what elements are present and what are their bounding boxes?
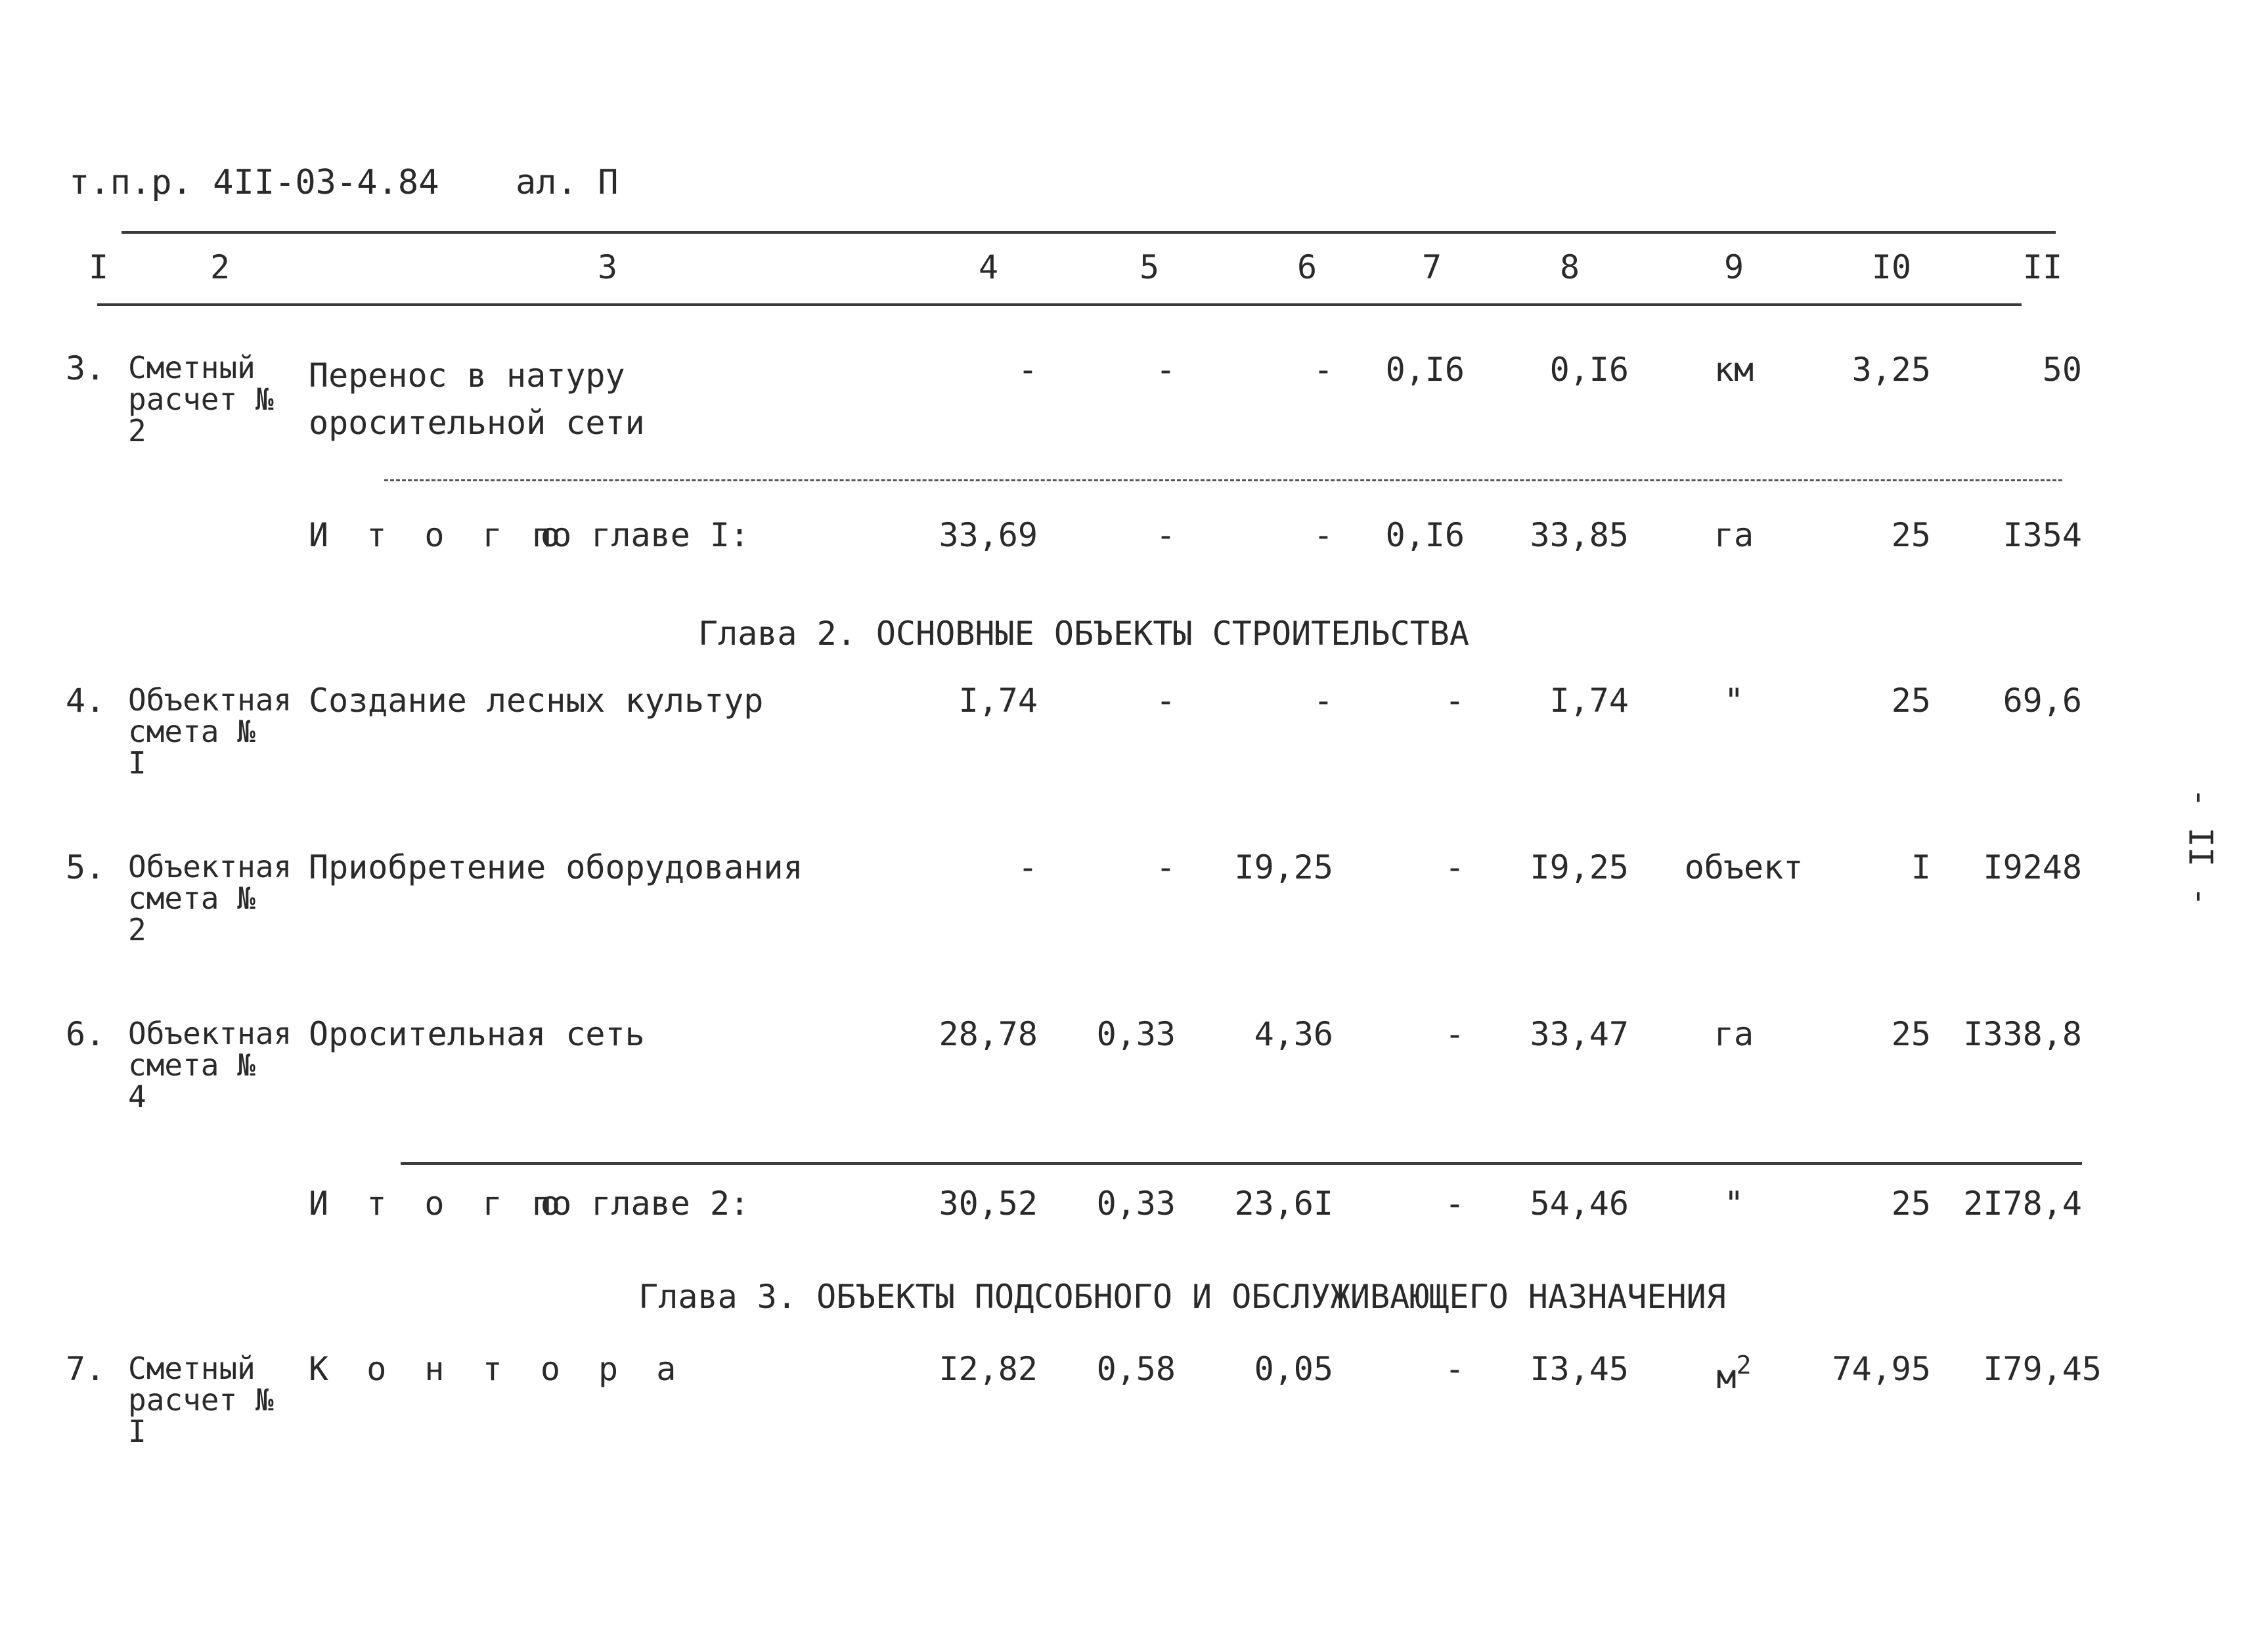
cell-col4: 28,78 [939, 1015, 1038, 1053]
cell-col10: 3,25 [1851, 351, 1931, 389]
header-top-rule [122, 231, 2056, 234]
column-header-3: 3 [597, 248, 618, 286]
cell-col5: - [1155, 351, 1176, 389]
cell-col11: I338,8 [1963, 1015, 2082, 1053]
cell-col5: 0,33 [1096, 1185, 1176, 1223]
cell-col11: I9248 [1983, 848, 2082, 886]
row-number: 4. [66, 682, 106, 720]
cell-col5: - [1155, 682, 1176, 720]
cell-col8: I3,45 [1530, 1350, 1629, 1388]
cell-col7: - [1444, 1015, 1465, 1053]
cell-col6: - [1313, 351, 1333, 389]
cell-unit: га [1714, 516, 1754, 554]
cell-col4: I2,82 [939, 1350, 1038, 1388]
cell-col7: 0,I6 [1385, 351, 1465, 389]
row-work-name: Приобретение оборудования [309, 848, 803, 886]
cell-col7: - [1444, 1185, 1465, 1223]
page-number [2148, 775, 2253, 919]
cell-col10: 74,95 [1832, 1350, 1931, 1388]
column-header-10: I0 [1871, 248, 1912, 286]
chapter-2-heading: Глава 2. ОСНОВНЫЕ ОБЪЕКТЫ СТРОИТЕЛЬСТВА [698, 615, 1469, 653]
cell-col7: 0,I6 [1385, 516, 1465, 554]
cell-col6: 4,36 [1254, 1015, 1333, 1053]
cell-col8: I9,25 [1530, 848, 1629, 886]
cell-col5: - [1155, 848, 1176, 886]
row-document-type: Объектная смета № 4 [128, 1016, 292, 1114]
unit-text: м [1716, 1358, 1737, 1396]
row-number: 7. [66, 1350, 106, 1388]
total-label: И т о г о [309, 516, 569, 554]
cell-col6: I9,25 [1234, 848, 1333, 886]
cell-col10: I [1911, 848, 1931, 886]
cell-col11: 50 [2042, 351, 2082, 389]
column-header-4: 4 [978, 248, 999, 286]
document-reference: т.п.р. 4II-03-4.84 [69, 163, 439, 202]
cell-col5: 0,33 [1096, 1015, 1176, 1053]
row-number: 5. [66, 848, 106, 886]
unit-superscript: 2 [1736, 1351, 1752, 1380]
album-reference: ал. П [516, 163, 619, 202]
column-header-9: 9 [1723, 248, 1744, 286]
cell-col11: 2I78,4 [1963, 1185, 2082, 1223]
cell-col8: 0,I6 [1549, 351, 1629, 389]
cell-unit: га [1714, 1015, 1754, 1053]
row-document-type: Объектная смета № I [128, 682, 292, 781]
cell-col7: - [1444, 682, 1465, 720]
subtotal-rule [401, 1162, 2082, 1165]
cell-col6: 0,05 [1254, 1350, 1333, 1388]
cell-col10: 25 [1891, 1015, 1931, 1053]
cell-col4: I,74 [958, 682, 1038, 720]
cell-col4: 30,52 [939, 1185, 1038, 1223]
subtotal-rule [384, 479, 2062, 481]
row-number: 3. [66, 349, 106, 387]
row-number: 6. [66, 1015, 106, 1053]
cell-col11: I354 [2003, 516, 2082, 554]
cell-col8: 54,46 [1530, 1185, 1629, 1223]
column-header-8: 8 [1559, 248, 1580, 286]
cell-col4: - [1017, 848, 1038, 886]
cell-col8: I,74 [1549, 682, 1629, 720]
header-bottom-rule [97, 303, 2022, 306]
column-header-7: 7 [1421, 248, 1442, 286]
cell-col11: I79,45 [1983, 1350, 2102, 1388]
cell-col6: 23,6I [1234, 1185, 1333, 1223]
cell-unit: объект [1684, 848, 1804, 886]
cell-col11: 69,6 [2003, 682, 2082, 720]
row-document-type: Сметный расчет № 2 [128, 350, 274, 448]
total-label: И т о г о [309, 1185, 569, 1223]
column-header-2: 2 [210, 248, 231, 286]
chapter-3-heading: Глава 3. ОБЪЕКТЫ ПОДСОБНОГО И ОБСЛУЖИВАЮЩЕГО НАЗНАЧЕНИЯ [638, 1278, 1726, 1316]
cell-unit: " [1723, 682, 1744, 720]
cell-col10: 25 [1891, 1185, 1931, 1223]
column-header-1: I [88, 248, 109, 286]
cell-col4: 33,69 [939, 516, 1038, 554]
cell-col8: 33,85 [1530, 516, 1629, 554]
cell-col6: - [1313, 682, 1333, 720]
column-header-6: 6 [1296, 248, 1317, 286]
cell-unit: " [1723, 1185, 1744, 1223]
cell-col6: - [1313, 516, 1333, 554]
row-work-name: Перенос в натуру оросительной сети [309, 357, 645, 442]
row-document-type: Объектная смета № 2 [128, 849, 292, 947]
cell-col7: - [1444, 848, 1465, 886]
cell-col7: - [1444, 1350, 1465, 1388]
row-work-name: Создание лесных культур [309, 682, 764, 720]
cell-unit [1668, 1351, 1800, 1396]
cell-col5: 0,58 [1096, 1350, 1176, 1388]
cell-col4: - [1017, 351, 1038, 389]
total-label-chapter: по главе I: [532, 516, 750, 554]
page-number-text: - II - [2181, 787, 2219, 907]
column-header-11: II [2022, 248, 2063, 286]
cell-col10: 25 [1891, 682, 1931, 720]
row-work-name: Оросительная сеть [309, 1015, 645, 1053]
row-work-name: К о н т о р а [309, 1350, 686, 1388]
cell-unit: км [1714, 351, 1754, 389]
row-document-type: Сметный расчет № I [128, 1351, 274, 1449]
total-label-chapter: по главе 2: [532, 1185, 750, 1223]
cell-col10: 25 [1891, 516, 1931, 554]
cell-col8: 33,47 [1530, 1015, 1629, 1053]
cell-col5: - [1155, 516, 1176, 554]
column-header-5: 5 [1139, 248, 1160, 286]
